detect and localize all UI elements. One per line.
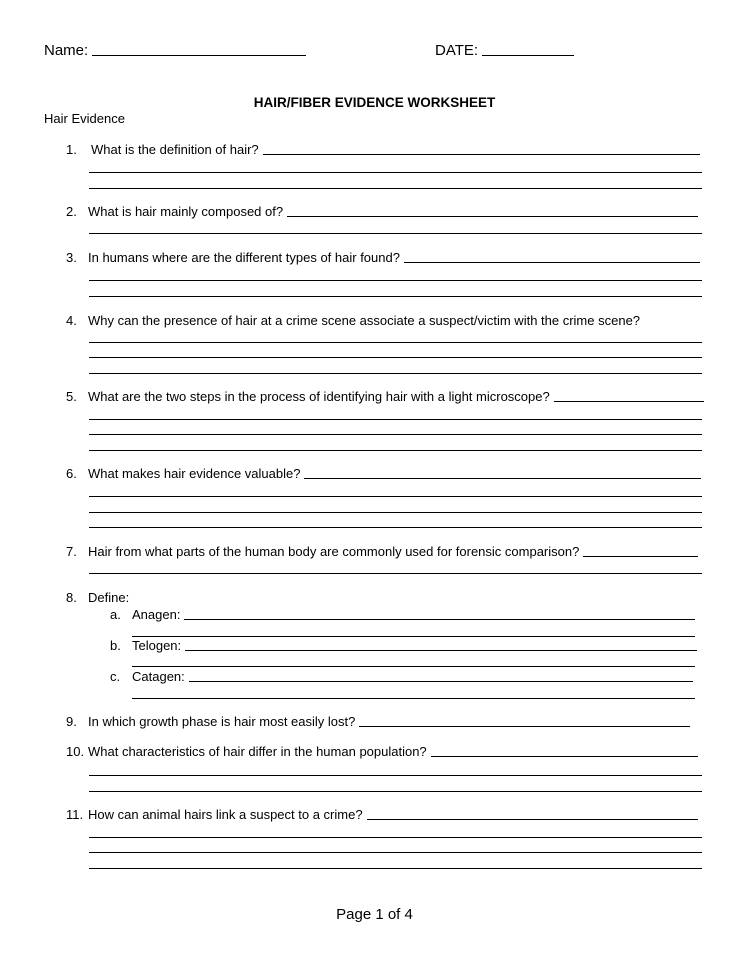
page-number: Page 1 of 4 bbox=[336, 906, 413, 923]
answer-blank[interactable] bbox=[583, 544, 698, 557]
question-text: What are the two steps in the process of identifying hair with a light microscope? bbox=[88, 389, 550, 404]
answer-line[interactable] bbox=[89, 775, 702, 776]
answer-line[interactable] bbox=[89, 852, 702, 853]
answer-line[interactable] bbox=[89, 357, 702, 358]
question-5[interactable] bbox=[66, 389, 704, 405]
date-blank[interactable] bbox=[482, 43, 574, 56]
name-field[interactable] bbox=[44, 43, 306, 59]
question-number: 6. bbox=[66, 466, 77, 481]
question-text: What is the definition of hair? bbox=[91, 142, 259, 157]
answer-line[interactable] bbox=[89, 527, 702, 528]
question-8 bbox=[66, 590, 129, 606]
question-6[interactable] bbox=[66, 466, 701, 482]
answer-blank[interactable] bbox=[185, 638, 697, 651]
answer-line[interactable] bbox=[132, 636, 695, 637]
question-number: 11. bbox=[66, 807, 84, 822]
question-number: 7. bbox=[66, 544, 77, 559]
answer-line[interactable] bbox=[89, 573, 702, 574]
question-2[interactable] bbox=[66, 204, 698, 220]
answer-line[interactable] bbox=[132, 698, 695, 699]
question-text: How can animal hairs link a suspect to a crime? bbox=[88, 807, 363, 822]
worksheet-title: HAIR/FIBER EVIDENCE WORKSHEET bbox=[253, 95, 496, 110]
answer-blank[interactable] bbox=[287, 204, 698, 217]
section-heading: Hair Evidence bbox=[44, 111, 125, 126]
question-number: 2. bbox=[66, 204, 77, 219]
question-11[interactable] bbox=[66, 807, 698, 823]
answer-blank[interactable] bbox=[263, 142, 700, 155]
question-9[interactable] bbox=[66, 714, 690, 730]
sub-letter: b. bbox=[110, 638, 121, 653]
question-text: Why can the presence of hair at a crime scene associate a suspect/victim with the crime scene? bbox=[88, 313, 641, 328]
question-number: 4. bbox=[66, 313, 77, 328]
question-text: In humans where are the different types of hair found? bbox=[88, 250, 400, 265]
question-text: What makes hair evidence valuable? bbox=[88, 466, 301, 481]
term-label: Telogen: bbox=[132, 638, 182, 653]
answer-line[interactable] bbox=[89, 837, 702, 838]
question-7[interactable] bbox=[66, 544, 698, 560]
answer-blank[interactable] bbox=[431, 744, 698, 757]
sub-letter: c. bbox=[110, 669, 121, 684]
term-label: Anagen: bbox=[132, 607, 181, 622]
answer-line[interactable] bbox=[89, 280, 702, 281]
answer-line[interactable] bbox=[89, 188, 702, 189]
answer-blank[interactable] bbox=[189, 669, 693, 682]
date-label: DATE: bbox=[435, 42, 479, 59]
question-number: 9. bbox=[66, 714, 77, 729]
question-text: Define: bbox=[88, 590, 130, 605]
answer-line[interactable] bbox=[89, 512, 702, 513]
answer-blank[interactable] bbox=[367, 807, 698, 820]
define-catagen[interactable] bbox=[110, 669, 693, 685]
question-4 bbox=[66, 313, 702, 329]
answer-line[interactable] bbox=[89, 233, 702, 234]
define-anagen[interactable] bbox=[110, 607, 695, 623]
term-label: Catagen: bbox=[132, 669, 185, 684]
answer-line[interactable] bbox=[89, 373, 702, 374]
name-blank[interactable] bbox=[92, 43, 306, 56]
question-text: Hair from what parts of the human body are commonly used for forensic comparison? bbox=[88, 544, 580, 559]
question-number: 10. bbox=[66, 744, 85, 759]
answer-line[interactable] bbox=[89, 419, 702, 420]
define-telogen[interactable] bbox=[110, 638, 697, 654]
date-field[interactable] bbox=[435, 43, 574, 59]
question-text: What is hair mainly composed of? bbox=[88, 204, 284, 219]
answer-line[interactable] bbox=[89, 496, 702, 497]
question-number: 8. bbox=[66, 590, 77, 605]
answer-line[interactable] bbox=[89, 450, 702, 451]
answer-line[interactable] bbox=[89, 296, 702, 297]
answer-blank[interactable] bbox=[359, 714, 690, 727]
question-text: What characteristics of hair differ in the human population? bbox=[88, 744, 427, 759]
answer-blank[interactable] bbox=[554, 389, 704, 402]
answer-blank[interactable] bbox=[184, 607, 695, 620]
question-number: 5. bbox=[66, 389, 77, 404]
answer-line[interactable] bbox=[89, 434, 702, 435]
question-10[interactable] bbox=[66, 744, 698, 760]
answer-line[interactable] bbox=[89, 791, 702, 792]
question-number: 3. bbox=[66, 250, 77, 265]
answer-line[interactable] bbox=[89, 342, 702, 343]
answer-blank[interactable] bbox=[404, 250, 700, 263]
name-label: Name: bbox=[44, 42, 89, 59]
question-number: 1. bbox=[66, 142, 77, 157]
answer-line[interactable] bbox=[132, 666, 695, 667]
answer-line[interactable] bbox=[89, 868, 702, 869]
question-1[interactable] bbox=[66, 142, 700, 158]
question-3[interactable] bbox=[66, 250, 700, 266]
answer-line[interactable] bbox=[89, 172, 702, 173]
answer-blank[interactable] bbox=[304, 466, 701, 479]
sub-letter: a. bbox=[110, 607, 121, 622]
question-text: In which growth phase is hair most easily lost? bbox=[88, 714, 356, 729]
